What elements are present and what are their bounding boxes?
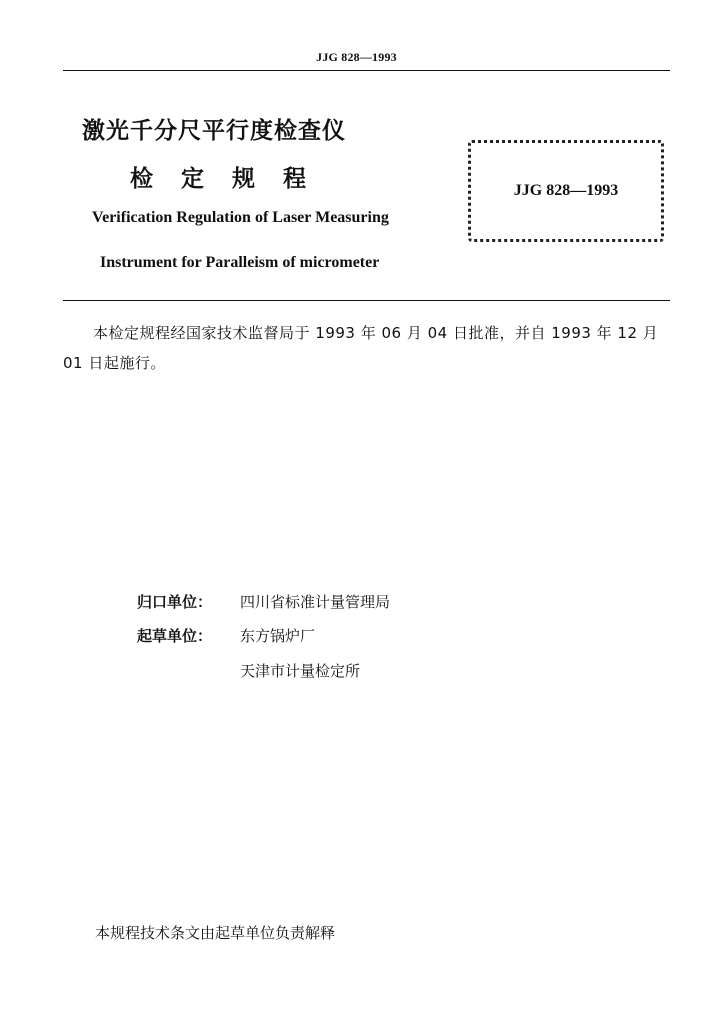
title-english-line-1: Verification Regulation of Laser Measuring [92, 209, 389, 226]
title-english-line-2: Instrument for Paralleism of micrometer [100, 254, 380, 271]
drafting-unit-label: 起草单位： [137, 627, 213, 645]
drafting-unit-value-1: 东方锅炉厂 [240, 627, 316, 645]
title-divider-rule [63, 300, 670, 301]
title-chinese: 激光千分尺平行度检查仪 [82, 118, 346, 144]
code-box-code: JJG 828—1993 [513, 182, 619, 199]
subtitle-chinese: 检定规程 [130, 166, 334, 192]
responsible-unit-value: 四川省标准计量管理局 [240, 593, 391, 611]
approval-statement: 本检定规程经国家技术监督局于 1993 年 06 月 04 日批准，并自 1993 年 12 月 01 日起施行。 [63, 324, 659, 372]
interpretation-note: 本规程技术条文由起草单位负责解释 [95, 924, 336, 942]
drafting-unit-value-2: 天津市计量检定所 [240, 662, 361, 680]
responsible-unit-label: 归口单位： [137, 593, 213, 611]
header-standard-code: JJG 828—1993 [316, 50, 397, 64]
header-rule [63, 70, 670, 71]
